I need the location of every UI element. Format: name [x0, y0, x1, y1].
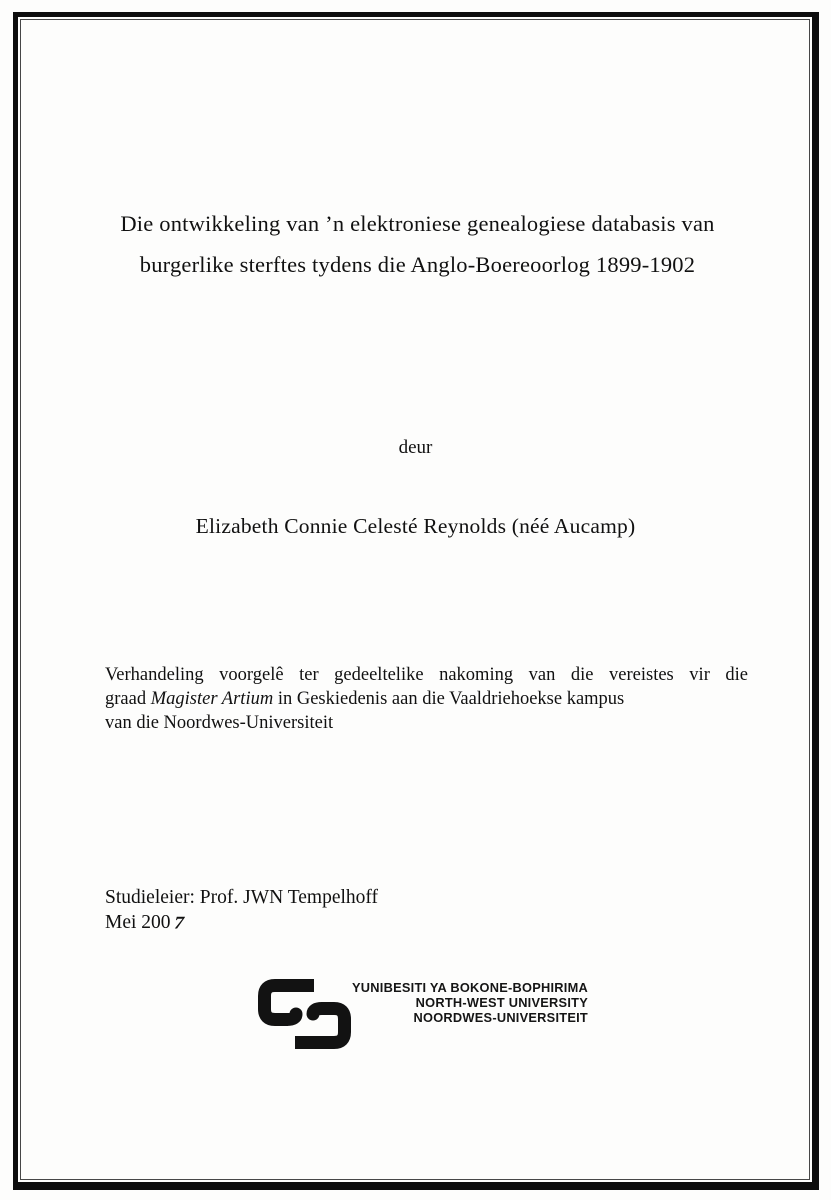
- date-prefix: Mei 200: [105, 911, 171, 933]
- author-name: Elizabeth Connie Celesté Reynolds (néé Aucamp): [195, 514, 636, 538]
- degree-statement-line2-prefix: graad: [105, 689, 151, 709]
- degree-statement-line2: [105, 687, 748, 711]
- thesis-title-line1: Die ontwikkeling van ’n elektroniese genealogiese databasis van: [120, 211, 715, 236]
- degree-statement: [105, 663, 748, 735]
- nwu-chainlink-logo-icon: [258, 979, 351, 1049]
- date-line: [105, 911, 378, 936]
- logo-line-setswana: YUNIBESITI YA BOKONE-BOPHIRIMA: [352, 980, 588, 995]
- degree-statement-line3: van die Noordwes-Universiteit: [105, 713, 334, 733]
- supervisor-line: Studieleier: Prof. JWN Tempelhoff: [105, 887, 379, 908]
- supervisor-block: [105, 886, 378, 935]
- thesis-title: [70, 203, 765, 285]
- university-logo: [258, 976, 588, 1054]
- degree-statement-line1: Verhandeling voorgelê ter gedeeltelike nakoming van die vereistes vir die: [105, 665, 748, 685]
- degree-statement-line2-suffix: in Geskiedenis aan die Vaaldriehoekse kampus: [273, 689, 625, 709]
- thesis-title-line2: burgerlike sterftes tydens die Anglo-Boereoorlog 1899-1902: [139, 252, 696, 277]
- degree-name: Magister Artium: [150, 689, 274, 709]
- logo-line-afrikaans: NOORDWES-UNIVERSITEIT: [413, 1010, 588, 1026]
- byline-label: deur: [398, 437, 433, 458]
- date-last-digit: 7: [171, 913, 186, 933]
- university-logo-text: [352, 980, 588, 1026]
- logo-line-english: NORTH-WEST UNIVERSITY: [415, 995, 588, 1011]
